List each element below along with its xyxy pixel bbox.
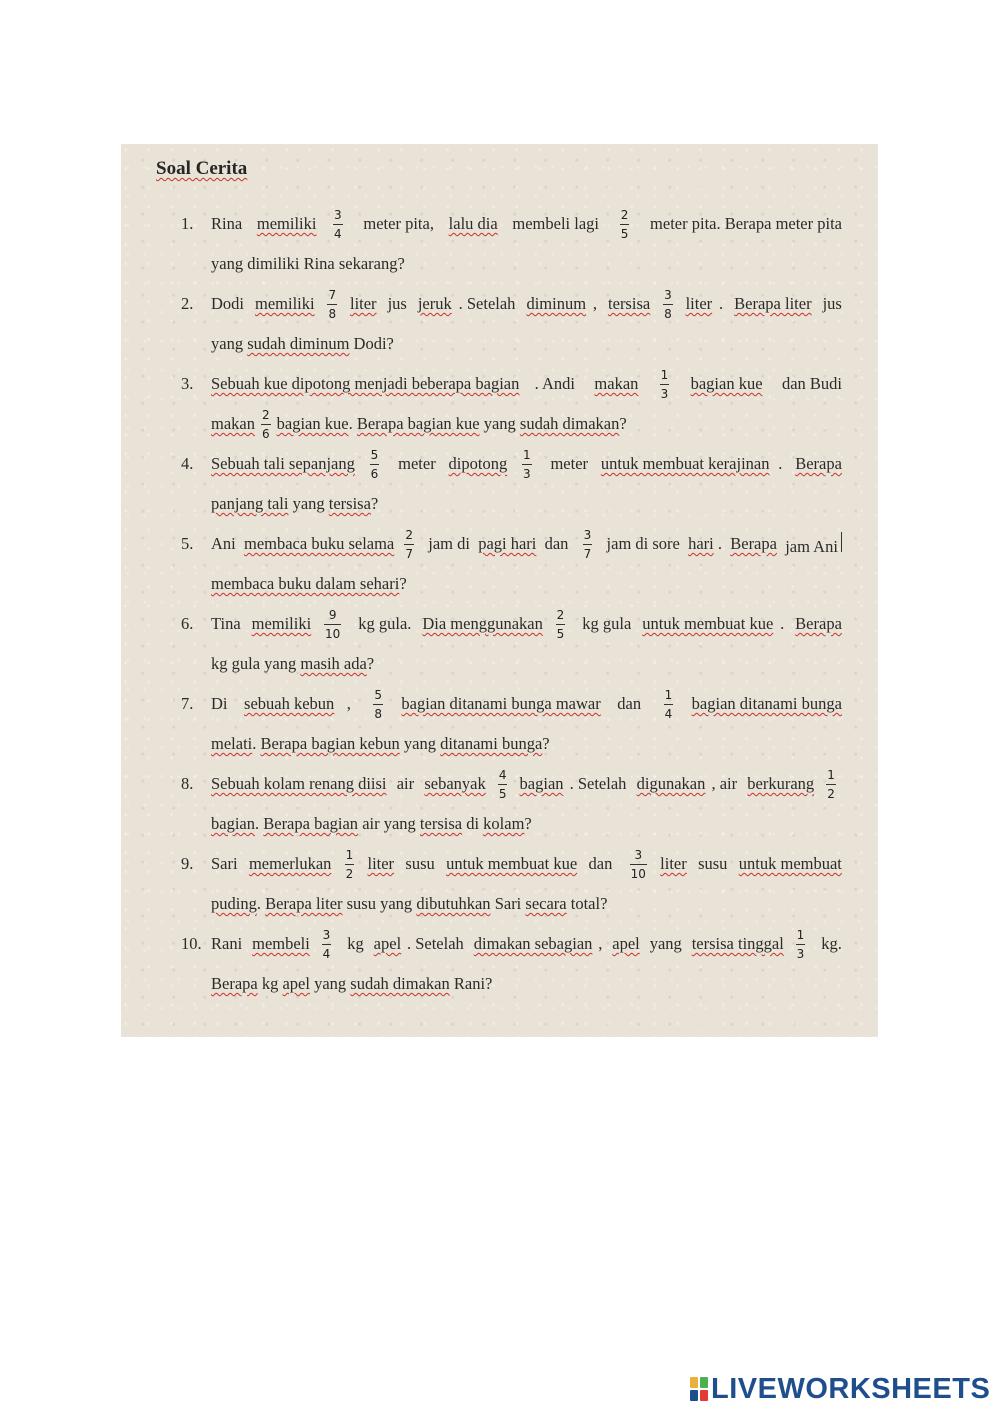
question-text: sebuah kebun [244, 694, 335, 713]
worksheet-title: Soal Cerita [156, 158, 248, 179]
question-text: total? [566, 894, 608, 913]
question-text: dibutuhkan [416, 894, 491, 913]
question-line [211, 566, 842, 602]
question-text: jam Ani [781, 532, 842, 557]
fraction [583, 529, 593, 560]
question-text: yang [645, 934, 686, 953]
question-text: memiliki [255, 294, 315, 313]
question-text: sebanyak [424, 774, 486, 793]
question-text: pagi hari [478, 534, 537, 553]
question-text: hari [688, 534, 714, 553]
question-line [211, 326, 842, 362]
question-text: . [778, 454, 787, 473]
liveworksheets-logo-icon [690, 1377, 708, 1401]
fraction-numerator: 3 [583, 527, 592, 542]
question-text: membeli [252, 934, 310, 953]
question-text: kg [343, 934, 368, 953]
question-text: Berapa bagian kue [356, 414, 480, 433]
question-text: dan [613, 694, 646, 713]
question-text: Sebuah tali sepanjang [211, 454, 355, 473]
fraction-denominator: 4 [664, 704, 674, 720]
question-text: ? [366, 654, 375, 673]
fraction-denominator: 2 [826, 784, 836, 800]
question-text: meter [394, 454, 440, 473]
question-text: Berapa [795, 454, 842, 473]
fraction-denominator: 2 [345, 864, 355, 880]
question-text: kg [257, 974, 283, 993]
question-text: , [346, 694, 355, 713]
question-text: kg gula yang [211, 654, 301, 673]
question-line [211, 526, 842, 562]
worksheet-image [121, 144, 878, 1037]
fraction-denominator: 4 [333, 224, 343, 240]
question-number: 5. [181, 534, 194, 553]
question-line [211, 486, 842, 522]
question-text: panjang tali [211, 494, 289, 513]
fraction [327, 289, 337, 320]
question-text: dan [584, 854, 617, 873]
question-text: di [462, 814, 484, 833]
fraction-numerator: 2 [405, 527, 414, 542]
fraction-numerator: 5 [374, 687, 383, 702]
question-text: membaca buku selama [243, 534, 395, 553]
question-text: membaca buku dalam sehari [211, 574, 400, 593]
fraction [826, 769, 836, 800]
question-text: jus [383, 294, 411, 313]
question-line [211, 406, 842, 442]
fraction-numerator: 1 [827, 767, 835, 782]
question-text: apel [612, 934, 640, 953]
question-text: liter [660, 854, 687, 873]
question-text: . Setelah [458, 294, 520, 313]
question-text: dimakan sebagian [473, 934, 593, 953]
question-text: , [598, 934, 607, 953]
fraction-numerator: 7 [328, 287, 337, 302]
question-text: sudah dimakan [519, 414, 620, 433]
question-text: sudah diminum [247, 334, 350, 353]
question-text: sudah dimakan [350, 974, 450, 993]
question-line [211, 686, 842, 722]
question-number: 4. [181, 454, 194, 473]
question-text: lalu dia [448, 214, 498, 233]
fraction [663, 289, 673, 320]
question-text: . [717, 534, 727, 553]
question-text: liter [685, 294, 713, 313]
question-line [211, 286, 842, 322]
question-text: Tina [211, 614, 245, 633]
question-text: Rani [211, 934, 247, 953]
question-text: . [719, 294, 728, 313]
question-text: Sari [490, 894, 526, 913]
question-text: dan [540, 534, 573, 553]
question-text: Berapa bagian kebun [260, 734, 400, 753]
fraction [324, 609, 341, 640]
question-text: jam di [424, 534, 475, 553]
question-text: Rina [211, 214, 247, 233]
question-text: Di [211, 694, 232, 713]
fraction-denominator: 3 [660, 384, 670, 400]
question-text: susu yang [342, 894, 417, 913]
question-line [211, 646, 842, 682]
question-text: Berapa [211, 974, 258, 993]
question-text: kg gula. [354, 614, 416, 633]
question-text: untuk membuat [738, 854, 842, 873]
question-text: bagian ditanami bunga [691, 694, 842, 713]
question-line [211, 926, 842, 962]
question-text: yang dimiliki Rina sekarang? [211, 254, 405, 273]
fraction-denominator: 10 [630, 864, 647, 880]
question-text: Sebuah kue dipotong menjadi beberapa bagian [211, 374, 520, 393]
question-text: Dodi? [349, 334, 394, 353]
question-text: melati [211, 734, 253, 753]
question-text: ? [370, 494, 379, 513]
question-text: . [348, 414, 357, 433]
fraction-numerator: 3 [334, 207, 342, 222]
fraction [522, 449, 532, 480]
question-text: kolam [483, 814, 525, 833]
question-number: 7. [181, 694, 194, 713]
question-text: meter [546, 454, 593, 473]
question-text: diminum [526, 294, 587, 313]
question-text: . [254, 814, 264, 833]
question-text: masih ada [300, 654, 367, 673]
fraction-numerator: 2 [556, 607, 565, 622]
fraction [498, 769, 508, 800]
question-text: apel [282, 974, 310, 993]
fraction-denominator: 3 [522, 464, 532, 480]
fraction-denominator: 6 [370, 464, 380, 480]
question-text: . Andi [534, 374, 580, 393]
question-text: susu [401, 854, 439, 873]
fraction-numerator: 9 [328, 607, 337, 622]
question-text: membeli lagi [508, 214, 604, 233]
fraction [345, 849, 355, 880]
question-text: ? [399, 574, 407, 593]
question-text: yang [211, 334, 248, 353]
question-text: meter pita. Berapa meter pita [645, 214, 842, 233]
question-number: 2. [181, 294, 194, 313]
fraction-denominator: 8 [373, 704, 383, 720]
question-text: air [392, 774, 419, 793]
question-number: 8. [181, 774, 194, 793]
fraction [404, 529, 414, 560]
question-line [211, 246, 842, 282]
question-text: dan Budi [777, 374, 842, 393]
question-text: tersisa [419, 814, 463, 833]
question-text: tersisa [608, 294, 651, 313]
fraction-denominator: 7 [583, 544, 593, 560]
liveworksheets-logo[interactable] [690, 1374, 990, 1404]
fraction-numerator: 4 [498, 767, 507, 782]
question-number: 9. [181, 854, 194, 873]
fraction-denominator: 8 [663, 304, 673, 320]
fraction-denominator: 5 [498, 784, 508, 800]
fraction-denominator: 8 [327, 304, 337, 320]
question-number: 10. [181, 934, 202, 953]
fraction-numerator: 1 [664, 687, 673, 702]
fraction [664, 689, 674, 720]
question-text: ? [619, 414, 627, 433]
question-text: untuk membuat kue [642, 614, 774, 633]
question-line [211, 366, 842, 402]
question-text: . Setelah [569, 774, 631, 793]
question-text: Berapa [730, 534, 777, 553]
question-text: yang [309, 974, 351, 993]
fraction-numerator: 1 [345, 847, 354, 862]
question-text: kg. [817, 934, 842, 953]
question-text: memiliki [251, 614, 312, 633]
question-text: memiliki [256, 214, 317, 233]
question-text: berkurang [747, 774, 815, 793]
question-line [211, 846, 842, 882]
question-text: makan [211, 414, 255, 433]
fraction [322, 929, 332, 960]
question-text: jam di sore [602, 534, 684, 553]
question-text: ? [542, 734, 550, 753]
question-text: ditanami bunga [440, 734, 543, 753]
question-text: tersisa [328, 494, 371, 513]
question-text: , air [711, 774, 742, 793]
fraction [333, 209, 343, 240]
fraction-numerator: 1 [660, 367, 669, 382]
question-text: . [780, 614, 789, 633]
question-text: secara [525, 894, 567, 913]
question-number: 1. [181, 214, 194, 233]
fraction [630, 849, 647, 880]
question-text: Sari [211, 854, 242, 873]
question-text: jus [818, 294, 842, 313]
fraction-numerator: 1 [522, 447, 531, 462]
fraction-numerator: 2 [620, 207, 629, 222]
question-text: ? [524, 814, 532, 833]
question-text: . [256, 894, 266, 913]
question-text: liter [349, 294, 377, 313]
fraction [373, 689, 383, 720]
question-text: bagian [519, 774, 564, 793]
fraction-denominator: 7 [404, 544, 414, 560]
question-text: . [252, 734, 261, 753]
question-text: untuk membuat kerajinan [600, 454, 770, 473]
question-text: Rani? [449, 974, 493, 993]
question-text: . Setelah [406, 934, 468, 953]
question-text: bagian kue [276, 414, 349, 433]
fraction-denominator: 5 [620, 224, 630, 240]
question-text: bagian ditanami bunga mawar [401, 694, 601, 713]
fraction [261, 409, 271, 440]
question-text: Berapa [795, 614, 842, 633]
question-text: untuk membuat kue [446, 854, 578, 873]
fraction-denominator: 5 [556, 624, 566, 640]
question-text: apel [373, 934, 402, 953]
question-text: Berapa liter [265, 894, 343, 913]
question-text: dipotong [448, 454, 508, 473]
question-text: digunakan [636, 774, 706, 793]
question-text: memerlukan [248, 854, 332, 873]
text-cursor [841, 532, 842, 552]
question-line [211, 806, 842, 842]
question-text: puding [211, 894, 257, 913]
fraction [620, 209, 630, 240]
question-line [211, 966, 842, 1002]
question-text: Ani [211, 534, 240, 553]
fraction-denominator: 6 [261, 424, 271, 440]
question-text: jeruk [417, 294, 452, 313]
question-line [211, 446, 842, 482]
fraction-denominator: 3 [796, 944, 806, 960]
question-text: Berapa liter [734, 294, 812, 313]
question-text: Berapa bagian [263, 814, 359, 833]
question-text: meter pita, [359, 214, 439, 233]
fraction-numerator: 3 [322, 927, 331, 942]
question-text: , [592, 294, 602, 313]
question-line [211, 726, 842, 762]
question-text: makan [594, 374, 639, 393]
question-text: air yang [358, 814, 420, 833]
fraction [556, 609, 566, 640]
question-text: liter [367, 854, 395, 873]
question-text: Sebuah kolam renang diisi [211, 774, 387, 793]
question-text: bagian [211, 814, 255, 833]
fraction-numerator: 3 [664, 287, 672, 302]
question-text: susu [693, 854, 732, 873]
fraction-denominator: 4 [322, 944, 332, 960]
question-line [211, 766, 842, 802]
question-number: 6. [181, 614, 194, 633]
fraction-numerator: 2 [261, 407, 270, 422]
question-text: bagian kue [690, 374, 763, 393]
logo-text: LIVEWORKSHEETS [711, 1372, 991, 1405]
fraction [660, 369, 670, 400]
fraction-numerator: 3 [634, 847, 643, 862]
question-text: yang [479, 414, 520, 433]
question-text: Dodi [211, 294, 249, 313]
fraction [370, 449, 380, 480]
fraction-numerator: 1 [796, 927, 805, 942]
fraction [796, 929, 806, 960]
question-text: tersisa tinggal [691, 934, 784, 953]
question-text: yang [288, 494, 329, 513]
question-text: yang [399, 734, 441, 753]
question-number: 3. [181, 374, 194, 393]
question-line [211, 606, 842, 642]
question-text: kg gula [578, 614, 636, 633]
question-text: Dia menggunakan [422, 614, 543, 633]
fraction-numerator: 5 [370, 447, 379, 462]
question-line [211, 886, 842, 922]
question-line [211, 206, 842, 242]
fraction-denominator: 10 [324, 624, 341, 640]
